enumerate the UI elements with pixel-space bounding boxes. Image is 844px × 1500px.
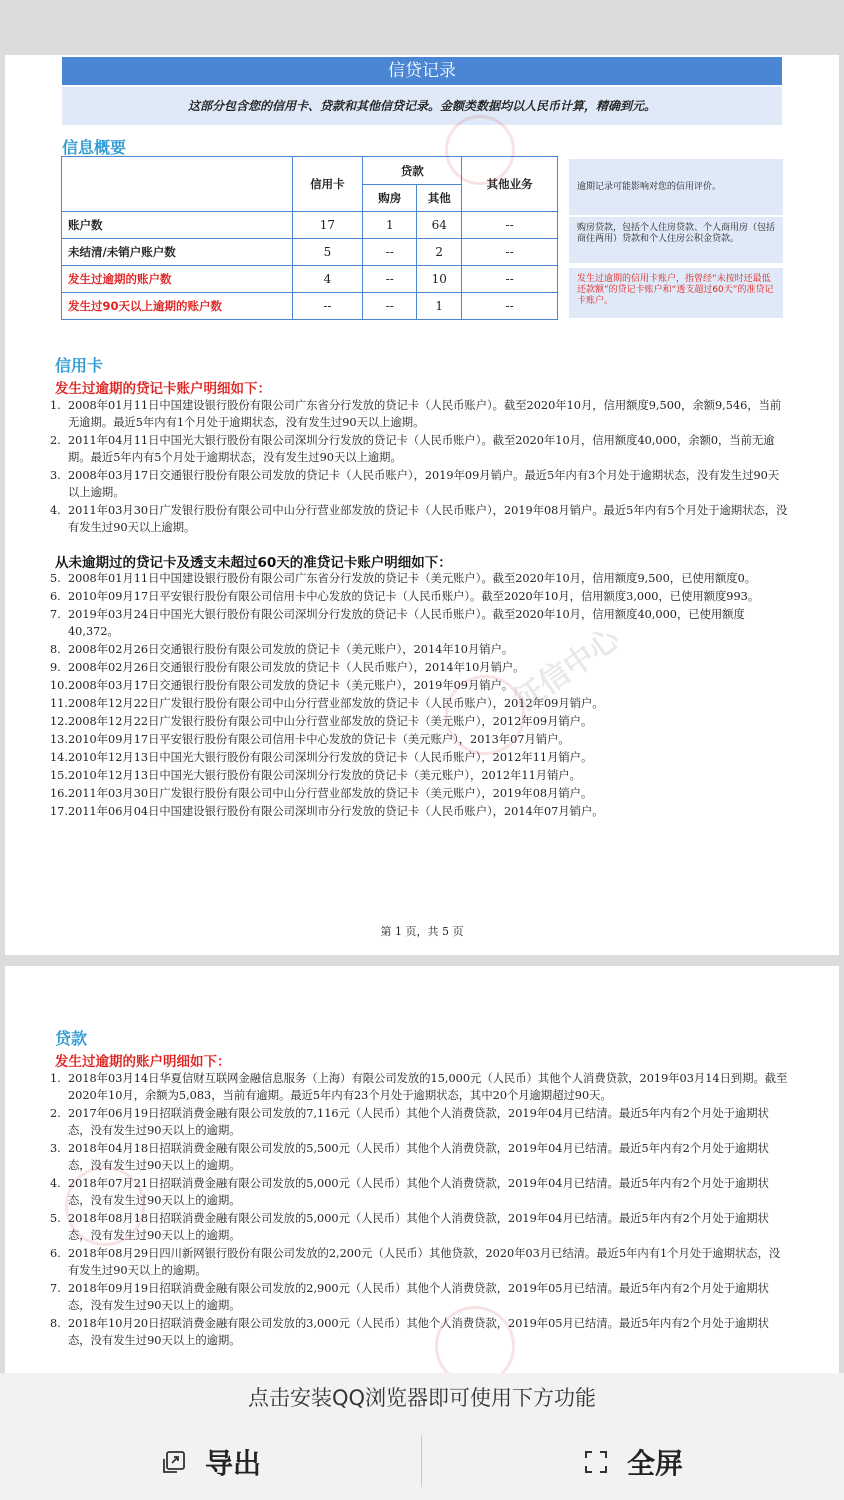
cell: 4 [292,266,363,293]
list-item: 3. 2018年04月18日招联消费金融有限公司发放的5,500元（人民币）其他个人消费贷款，2019年04月已结清。最近5年内有2个月处于逾期状态，没有发生过90天以上的逾期。 [50,1142,769,1172]
bottom-toolbar [0,1423,844,1500]
list-item: 3. 2008年03月17日交通银行股份有限公司发放的贷记卡（人民币账户），2019年09月销户。最近5年内有3个月处于逾期状态，没有发生过90天以上逾期。 [50,469,780,499]
cell: -- [462,239,558,266]
list-item: 7. 2018年09月19日招联消费金融有限公司发放的2,900元（人民币）其他个人消费贷款，2019年05月已结清。最近5年内有2个月处于逾期状态，没有发生过90天以上的逾期。 [50,1282,769,1312]
col-housing-header: 购房 [363,185,417,212]
col-other-header: 其他 [417,185,462,212]
list-item: 5. 2008年01月11日中国建设银行股份有限公司广东省分行发放的贷记卡（美元账户）。截至2020年10月，信用额度9,500，已使用额度0。 [50,572,757,585]
install-browser-prompt[interactable]: 点击安装QQ浏览器即可使用下方功能 [0,1373,844,1423]
row-label: 账户数 [62,212,293,239]
cell: 1 [417,293,462,320]
row-label: 未结清/未销户账户数 [62,239,293,266]
list-item: 7. 2019年03月24日中国光大银行股份有限公司深圳分行发放的贷记卡（人民币账户）。截至2020年10月，信用额度40,000，已使用额度40,372。 [50,608,745,638]
note-housing-loan: 购房贷款，包括个人住房贷款、个人商用房（包括商住两用）贷款和个人住房公积金贷款。 [569,217,783,263]
list-item: 6. 2010年09月17日平安银行股份有限公司信用卡中心发放的贷记卡（人民币账户）。截至2020年10月，信用额度3,000，已使用额度993。 [50,590,760,603]
table-row [62,212,558,239]
export-button[interactable] [0,1423,422,1500]
cell: 1 [363,212,417,239]
cell: -- [462,212,558,239]
row-label: 发生过90天以上逾期的账户数 [62,293,293,320]
credit-card-section-title: 信用卡 [55,356,104,375]
list-item: 16. 2011年03月30日广发银行股份有限公司中山分行营业部发放的贷记卡（美元账户），2019年08月销户。 [50,787,593,800]
col-loan-header: 贷款 [363,157,462,185]
cell: 5 [292,239,363,266]
cell: -- [363,239,417,266]
cell: 10 [417,266,462,293]
list-item: 8. 2008年02月26日交通银行股份有限公司发放的贷记卡（美元账户），2014年10月销户。 [50,643,514,656]
fullscreen-label: 全屏 [626,1446,683,1480]
watermark: 征信中心 [507,621,627,719]
list-item: 9. 2008年02月26日交通银行股份有限公司发放的贷记卡（人民币账户），2014年10月销户。 [50,661,525,674]
list-item: 1. 2008年01月11日中国建设银行股份有限公司广东省分行发放的贷记卡（人民币账户）。截至2020年10月，信用额度9,500，余额9,546，当前无逾期。最近5年内有1个月处于逾期状态，没有发生过90天以上逾期。 [50,399,782,429]
document-page-2 [5,966,839,1386]
col-credit-header: 信用卡 [292,157,363,212]
list-item: 12. 2008年12月22日广发银行股份有限公司中山分行营业部发放的贷记卡（美元账户），2012年09月销户。 [50,715,593,728]
overdue-loan-heading: 发生过逾期的账户明细如下： [55,1054,231,1070]
list-item: 2. 2011年04月11日中国光大银行股份有限公司深圳分行发放的贷记卡（人民币账户）。截至2020年10月，信用额度40,000，余额0，当前无逾期。最近5年内有5个月处于逾期状态，没有发生过90天以上逾期。 [50,434,775,464]
note-overdue-definition: 发生过逾期的信用卡账户，指曾经“未按时还最低还款额”的贷记卡账户和“透支超过60天”的准贷记卡账户。 [569,268,783,318]
list-item: 2. 2017年06月19日招联消费金融有限公司发放的7,116元（人民币）其他个人消费贷款，2019年04月已结清。最近5年内有2个月处于逾期状态，没有发生过90天以上的逾期。 [50,1107,769,1137]
list-item: 6. 2018年08月29日四川新网银行股份有限公司发放的2,200元（人民币）其他贷款，2020年03月已结清。最近5年内有1个月处于逾期状态，没有发生过90天以上的逾期。 [50,1247,781,1277]
list-item: 10. 2008年03月17日交通银行股份有限公司发放的贷记卡（美元账户），2019年09月销户。 [50,679,514,692]
overdue-card-list [50,397,788,537]
credit-record-banner: 信贷记录 [62,57,782,85]
cell: -- [363,266,417,293]
loan-section-title: 贷款 [55,1029,88,1048]
export-label: 导出 [204,1446,261,1480]
overdue-card-heading: 发生过逾期的贷记卡账户明细如下： [55,381,271,397]
summary-table [61,156,558,320]
credit-record-description: 这部分包含您的信用卡、贷款和其他信贷记录。金额类数据均以人民币计算，精确到元。 [62,87,782,125]
cell: -- [462,293,558,320]
table-row [62,266,558,293]
cell: 2 [417,239,462,266]
list-item: 15. 2010年12月13日中国光大银行股份有限公司深圳分行发放的贷记卡（美元账户），2012年11月销户。 [50,769,581,782]
overdue-loan-list [50,1070,788,1350]
normal-card-list [50,570,788,821]
list-item: 4. 2018年07月21日招联消费金融有限公司发放的5,000元（人民币）其他个人消费贷款，2019年04月已结清。最近5年内有2个月处于逾期状态，没有发生过90天以上的逾期。 [50,1177,769,1207]
cell: -- [462,266,558,293]
fullscreen-icon [583,1449,609,1475]
row-label: 发生过逾期的账户数 [62,266,293,293]
export-icon [161,1449,187,1475]
list-item: 5. 2018年08月18日招联消费金融有限公司发放的5,000元（人民币）其他个人消费贷款，2019年04月已结清。最近5年内有2个月处于逾期状态，没有发生过90天以上的逾期。 [50,1212,769,1242]
normal-card-heading: 从未逾期过的贷记卡及透支未超过60天的准贷记卡账户明细如下： [55,555,452,571]
list-item: 17. 2011年06月04日中国建设银行股份有限公司深圳市分行发放的贷记卡（人民币账户），2014年07月销户。 [50,805,604,818]
list-item: 13. 2010年09月17日平安银行股份有限公司信用卡中心发放的贷记卡（美元账户），2013年07月销户。 [50,733,570,746]
overview-title: 信息概要 [62,138,127,157]
col-other-biz-header: 其他业务 [462,157,558,212]
cell: 64 [417,212,462,239]
page-number-footer: 第 1 页，共 5 页 [380,925,464,938]
cell: -- [363,293,417,320]
fullscreen-button[interactable] [422,1423,844,1500]
document-page-1 [5,55,839,955]
list-item: 8. 2018年10月20日招联消费金融有限公司发放的3,000元（人民币）其他个人消费贷款，2019年05月已结清。最近5年内有2个月处于逾期状态，没有发生过90天以上的逾期。 [50,1317,769,1347]
list-item: 1. 2018年03月14日华夏信财互联网金融信息服务（上海）有限公司发放的15,000元（人民币）其他个人消费贷款，2019年03月14日到期。截至2020年10月，余额为5,083，当前有逾期。最近5年内有23个月处于逾期状态，其中20个月逾期超过90天。 [50,1072,788,1102]
table-row [62,239,558,266]
cell: 17 [292,212,363,239]
note-overdue-impact: 逾期记录可能影响对您的信用评价。 [569,159,783,215]
table-row [62,293,558,320]
table-corner [62,157,293,212]
list-item: 14. 2010年12月13日中国光大银行股份有限公司深圳分行发放的贷记卡（人民币账户），2012年11月销户。 [50,751,593,764]
list-item: 11. 2008年12月22日广发银行股份有限公司中山分行营业部发放的贷记卡（人民币账户），2012年09月销户。 [50,697,604,710]
list-item: 4. 2011年03月30日广发银行股份有限公司中山分行营业部发放的贷记卡（人民币账户），2019年08月销户。最近5年内有5个月处于逾期状态，没有发生过90天以上逾期。 [50,504,788,534]
cell: -- [292,293,363,320]
